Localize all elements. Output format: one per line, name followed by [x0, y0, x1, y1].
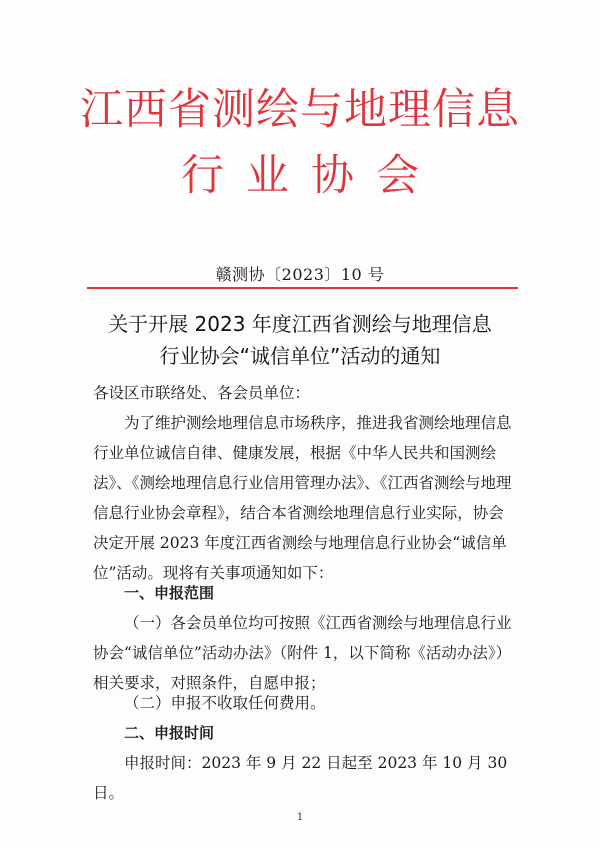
page-number: 1 — [296, 812, 304, 823]
notice-title-line2: 行业协会“诚信单位”活动的通知 — [159, 344, 441, 368]
red-divider-line — [87, 287, 518, 289]
intro-paragraph: 为了维护测绘地理信息市场秩序，推进我省测绘地理信息行业单位诚信自律、健康发展，根据《中华人民共和国测绘法》、《测绘地理信息行业信用管理办法》、《江西省测绘与地理信息行业协会章程》，结合本省测绘地理信息行业实际，协会决定开展 2023 年度江西省测绘与地理信息行业协会“诚信单位”活动。现将有关事项通知如下： — [93, 414, 512, 582]
org-name-line1: 江西省测绘与地理信息 — [80, 85, 520, 135]
section2-text: 申报时间：2023 年 9 月 22 日起至 2023 年 10 月 30 日。 — [93, 754, 508, 802]
salutation: 各设区市联络处、各会员单位： — [93, 384, 311, 402]
section1-heading: 一、申报范围 — [124, 584, 215, 602]
org-name-line2: 行业协会 — [181, 151, 441, 201]
section2-heading: 二、申报时间 — [124, 724, 215, 742]
document-number: 赣测协〔2023〕10 号 — [215, 265, 385, 284]
section1-item2: （二）申报不收取任何费用。 — [124, 694, 326, 712]
section1-item1: （一）各会员单位均可按照《江西省测绘与地理信息行业协会“诚信单位”活动办法》（附件 1，以下简称《活动办法》）相关要求，对照条件，自愿申报； — [93, 614, 512, 692]
notice-title-line1: 关于开展 2023 年度江西省测绘与地理信息 — [108, 312, 492, 336]
